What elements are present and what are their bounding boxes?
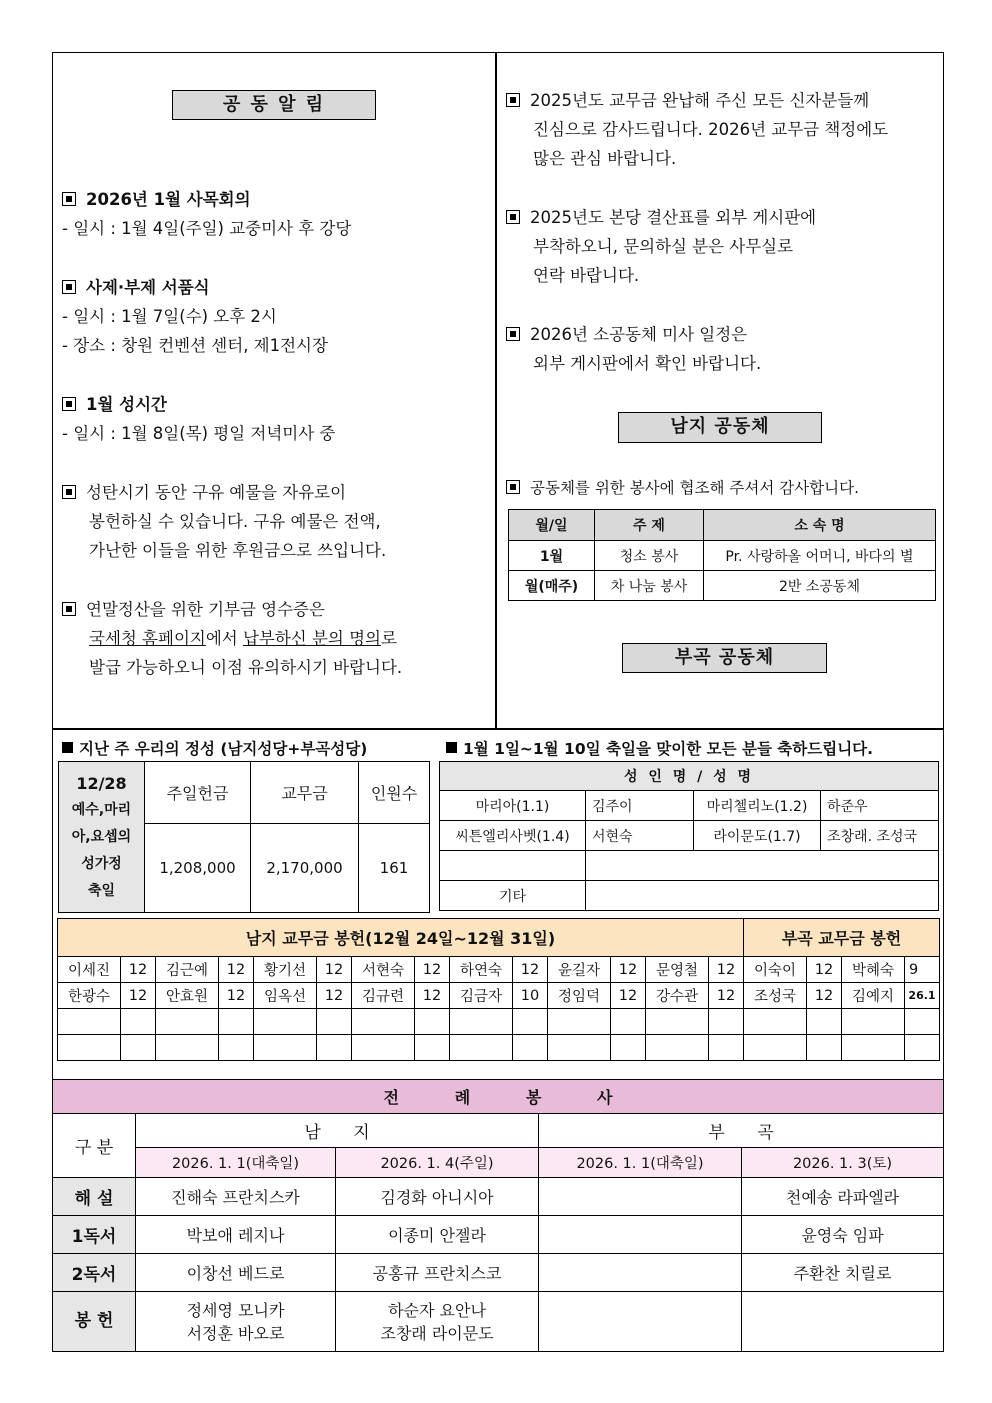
notice-tithe-thanks: 2025년도 교무금 완납해 주신 모든 신자분들께 진심으로 감사드립니다. 2026년 교무금 책정에도 많은 관심 바랍니다. (506, 86, 888, 173)
feast-date-cell: 12/28 예수,마리 아,요셉의 성가정 축일 (59, 762, 145, 913)
notice-tax-receipt: 연말정산을 위한 기부금 영수증은 국세청 홈페이지에서 납부하신 분의 명의로 발급 가능하오니 이점 유의하시기 바랍니다. (62, 595, 402, 682)
column-divider (495, 52, 497, 728)
black-square-icon (62, 742, 73, 753)
square-bullet-icon (506, 327, 520, 341)
notice-crib-offering: 성탄시기 동안 구유 예물을 자유로이 봉헌하실 수 있습니다. 구유 예물은 전액, 가난한 이들을 위한 후원금으로 쓰입니다. (62, 478, 386, 565)
notice-financial-statement: 2025년도 본당 결산표를 외부 게시판에 부착하오니, 문의하실 분은 사무실로 연락 바랍니다. (506, 203, 816, 290)
table-row: 한광수 12 안효원 12 임옥선 12 김규련 12 김금자 10 정임덕 12 강수관 12 조성국 12 김예지 26.1 (58, 983, 940, 1009)
offering-heading: 지난 주 우리의 정성 (남지성당+부곡성당) (62, 737, 367, 759)
bugok-label: 부 곡 (539, 1114, 944, 1148)
section-divider (52, 728, 944, 730)
table-row: 1월 청소 봉사 Pr. 사랑하올 어머니, 바다의 별 (509, 541, 936, 571)
notice-pastoral-meeting: 2026년 1월 사목회의 - 일시 : 1월 4일(주일) 교중미사 후 강당 (62, 190, 352, 238)
bugok-tithe-header: 부곡 교무금 봉헌 (744, 919, 940, 957)
table-row: 월(매주) 차 나눔 봉사 2반 소공동체 (509, 571, 936, 601)
square-bullet-icon (62, 192, 76, 206)
square-bullet-icon (62, 602, 76, 616)
feast-day-heading: 1월 1일~1월 10일 축일을 맞이한 모든 분들 축하드립니다. (446, 737, 873, 759)
notice-ordination: 사제·부제 서품식 - 일시 : 1월 7일(수) 오후 2시 - 장소 : 창원 컨벤션 센터, 제1전시장 (62, 278, 328, 355)
table-row: 기타 (440, 881, 939, 911)
notice-small-community-mass: 2026년 소공동체 미사 일정은 외부 게시판에서 확인 바랍니다. (506, 320, 761, 378)
table-row: 이세진 12 김근예 12 황기선 12 서현숙 12 하연숙 12 윤길자 12 문영철 12 이숙이 12 박혜숙 9 (58, 957, 940, 983)
table-row: 2독서 이창선 베드로 공홍규 프란치스코 주환찬 치릴로 (53, 1254, 944, 1292)
sunday-collection-value: 1,208,000 (145, 824, 251, 913)
common-notice-title: 공 동 알 림 (172, 90, 376, 120)
offering-table: 12/28 예수,마리 아,요셉의 성가정 축일 주일헌금 교무금 인원수 1,208,000 2,170,000 161 (58, 761, 430, 913)
square-bullet-icon (506, 480, 520, 494)
square-bullet-icon (62, 397, 76, 411)
table-row: 마리아(1.1) 김주이 마리첼리노(1.2) 하준우 (440, 791, 939, 821)
table-row: 1독서 박보애 레지나 이종미 안젤라 윤영숙 임파 (53, 1216, 944, 1254)
namji-label: 남 지 (136, 1114, 539, 1148)
bugok-community-title: 부곡 공동체 (622, 643, 827, 673)
square-bullet-icon (62, 280, 76, 294)
category-label: 구 분 (53, 1114, 136, 1178)
square-bullet-icon (62, 485, 76, 499)
namji-tithe-header: 남지 교무금 봉헌(12월 24일~12월 31일) (58, 919, 744, 957)
service-table: 월/일 주 제 소 속 명 1월 청소 봉사 Pr. 사랑하올 어머니, 바다의 별 월(매주) 차 나눔 봉사 2반 소공동체 (508, 509, 936, 601)
attendance-value: 161 (359, 824, 430, 913)
table-row (58, 1035, 940, 1061)
feast-day-table: 성 인 명 / 성 명 마리아(1.1) 김주이 마리첼리노(1.2) 하준우 씨튼엘리사벳(1.4) 서현숙 라이문도(1.7) 조창래. 조성국 기타 (439, 761, 939, 911)
table-row (440, 851, 939, 881)
table-row: 해 설 진해숙 프란치스카 김경화 아니시아 천예송 라파엘라 (53, 1178, 944, 1216)
black-square-icon (446, 742, 457, 753)
square-bullet-icon (506, 93, 520, 107)
tithe-table (57, 918, 940, 1061)
namji-community-title: 남지 공동체 (618, 412, 822, 443)
liturgy-title: 전 례 봉 사 (53, 1080, 944, 1114)
liturgy-service-table: 전 례 봉 사 구 분 남 지 부 곡 2026. 1. 1(대축일) 2026. 1. 4(주일) 2026. 1. 1(대축일) 2026. 1. 3(토) 해 설 진해숙 프란치스카 김경화 아니시아 천예송 라파엘라 1독서 박보애 레지나 이종미 안젤라 윤영숙 임파 2독서 이창선 베드로 공홍규 프란치스코 주환찬 치릴로 봉 헌 정세영 모니카 서정훈 바오로 하순자 요안나 조창래 라이문도 (52, 1079, 944, 1352)
payer-name-text: 납부하신 분의 명의 (242, 629, 381, 648)
nts-homepage-text: 국세청 홈페이지 (89, 629, 206, 648)
namji-thanks-text: 공동체를 위한 봉사에 협조해 주셔서 감사합니다. (506, 474, 859, 503)
tithe-value: 2,170,000 (251, 824, 359, 913)
notice-holy-hour: 1월 성시간 - 일시 : 1월 8일(목) 평일 저녁미사 중 (62, 395, 336, 443)
square-bullet-icon (506, 210, 520, 224)
table-row: 씨튼엘리사벳(1.4) 서현숙 라이문도(1.7) 조창래. 조성국 (440, 821, 939, 851)
table-row: 봉 헌 정세영 모니카 서정훈 바오로 하순자 요안나 조창래 라이문도 (53, 1292, 944, 1352)
table-row (58, 1009, 940, 1035)
